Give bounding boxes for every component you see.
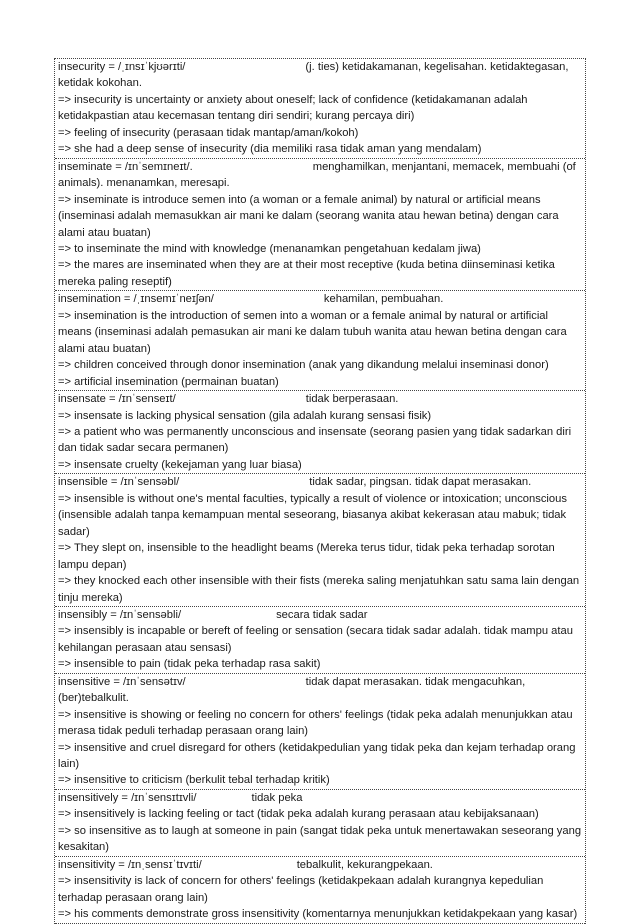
entry-example-line: => insecurity is uncertainty or anxiety about oneself; lack of confidence (ketidakamanan adalah ketidakpastian atau kecemasan tentang diri sendiri; kurang percaya diri) xyxy=(58,93,528,123)
entry-term: insensitive = /ɪnˈsensətɪv/ xyxy=(58,675,186,688)
glossary-entry xyxy=(55,790,585,857)
entry-example-line: => insensate is lacking physical sensation (gila adalah kurang sensasi fisik) xyxy=(58,409,432,422)
entry-headline xyxy=(58,159,583,192)
glossary-entry xyxy=(55,474,585,607)
glossary-entry xyxy=(55,391,585,474)
entry-term: insensate = /ɪnˈsenseɪt/ xyxy=(58,393,176,406)
entry-example-line: => insensible is without one's mental faculties, typically a result of violence or intoxication; unconscious (insensible adalah tanpa kemampuan mental seseorang, biasanya akibat kekerasan atau mabuk; tidak sadar) xyxy=(58,492,567,538)
entry-headline xyxy=(58,291,583,307)
entry-headline xyxy=(58,857,583,873)
entry-example-line: => insensitive and cruel disregard for others (ketidakpedulian yang tidak peka dan kejam terhadap orang lain) xyxy=(58,741,576,771)
entry-example-line: => insensitively is lacking feeling or tact (tidak peka adalah kurang perasaan atau kebijaksanaan) xyxy=(58,808,539,821)
entry-meaning: tidak peka xyxy=(251,791,303,804)
entry-meaning: kehamilan, pembuahan. xyxy=(323,293,444,306)
entry-meaning: (j. ties) ketidakamanan, kegelisahan. ketidaktegasan, ketidak kokohan. xyxy=(58,61,569,90)
glossary-entry xyxy=(55,607,585,674)
entry-headline xyxy=(58,674,583,707)
entry-meaning: secara tidak sadar xyxy=(276,608,368,621)
glossary-entry xyxy=(55,857,585,924)
glossary-entry xyxy=(55,291,585,391)
entry-example-line: => they knocked each other insensible with their fists (mereka saling menjatuhkan satu sama lain dengan tinju mereka) xyxy=(58,575,580,604)
entry-meaning: tidak dapat merasakan. tidak mengacuhkan, (ber)tebalkulit. xyxy=(58,675,526,705)
glossary-entry xyxy=(55,674,585,790)
entry-term: insensitivity = /ɪnˌsensɪˈtɪvɪti/ xyxy=(58,858,202,871)
entry-example-line: => insensitive to criticism (berkulit tebal terhadap kritik) xyxy=(58,774,330,787)
entry-meaning: menghamilkan, menjantani, memacek, membuahi (of animals). menanamkan, meresapi. xyxy=(58,160,576,190)
entry-meaning: tebalkulit, kekurangpekaan. xyxy=(296,858,433,871)
entry-example-line: => so insensitive as to laugh at someone in pain (sangat tidak peka untuk menertawakan seseorang yang kesakitan) xyxy=(58,824,582,854)
glossary-table xyxy=(54,58,586,924)
entry-example-line: => insensitivity is lack of concern for others' feelings (ketidakpekaan adalah kurangnya kepedulian terhadap perasaan orang lain) xyxy=(58,875,544,904)
entry-term: insecurity = /ˌɪnsɪˈkjʊərɪti/ xyxy=(58,61,186,73)
entry-example-line: => They slept on, insensible to the headlight beams (Mereka terus tidur, tidak peka terhadap sorotan lampu depan) xyxy=(58,542,555,571)
entry-example-line: => artificial insemination (permainan buatan) xyxy=(58,375,279,388)
entry-example-line: => feeling of insecurity (perasaan tidak mantap/aman/kokoh) xyxy=(58,126,359,139)
entry-headline xyxy=(58,607,583,623)
entry-example-line: => insensate cruelty (kekejaman yang luar biasa) xyxy=(58,458,302,471)
entry-example-line: => insensitive is showing or feeling no concern for others' feelings (tidak peka adalah menunjukkan atau merasa tidak peduli terhadap perasaan orang lain) xyxy=(58,708,573,738)
glossary-entry xyxy=(55,159,585,292)
entry-headline xyxy=(58,474,583,490)
entry-example-line: => his comments demonstrate gross insensitivity (komentarnya menunjukkan ketidakpekaan yang kasar) xyxy=(58,908,578,921)
entry-term: inseminate = /ɪnˈsemɪneɪt/. xyxy=(58,160,193,173)
entry-example-line: => she had a deep sense of insecurity (dia memiliki rasa tidak aman yang mendalam) xyxy=(58,143,482,156)
entry-example-line: => insensibly is incapable or bereft of feeling or sensation (secara tidak sadar adalah. tidak mampu atau kehilangan perasaan atau sensasi) xyxy=(58,625,573,654)
entry-example-line: => to inseminate the mind with knowledge (menanamkan pengetahuan kedalam jiwa) xyxy=(58,242,481,255)
entry-example-line: => the mares are inseminated when they are at their most receptive (kuda betina diinseminasi ketika mereka paling reseptif) xyxy=(58,259,555,288)
entry-headline xyxy=(58,790,583,806)
entry-example-line: => insensible to pain (tidak peka terhadap rasa sakit) xyxy=(58,658,321,671)
entry-headline xyxy=(58,59,583,92)
entry-meaning: tidak berperasaan. xyxy=(305,393,399,406)
entry-headline xyxy=(58,391,583,407)
entry-example-line: => a patient who was permanently unconscious and insensate (seorang pasien yang tidak sadarkan diri dan tidak sadar secara permanen) xyxy=(58,425,572,455)
glossary-entry xyxy=(55,59,585,159)
entry-meaning: tidak sadar, pingsan. tidak dapat merasakan. xyxy=(309,476,532,489)
entry-term: insensible = /ɪnˈsensəbl/ xyxy=(58,476,180,489)
entry-term: insemination = /ˌɪnsemɪˈneɪʃən/ xyxy=(58,293,214,306)
entry-term: insensibly = /ɪnˈsensəbli/ xyxy=(58,608,182,621)
entry-example-line: => children conceived through donor insemination (anak yang dikandung melalui inseminasi donor) xyxy=(58,359,549,372)
entry-term: insensitively = /ɪnˈsensɪtɪvli/ xyxy=(58,791,197,804)
entry-example-line: => insemination is the introduction of semen into a woman or a female animal by natural or artificial means (inseminasi adalah pemasukan air mani ke dalam tubuh wanita atau hewan betina dengan cara alami atau buatan) xyxy=(58,309,567,355)
entry-example-line: => inseminate is introduce semen into (a woman or a female animal) by natural or artificial means (inseminasi adalah memasukkan air mani ke dalam (seorang wanita atau hewan betina) dengan cara alami atau buatan) xyxy=(58,193,559,239)
